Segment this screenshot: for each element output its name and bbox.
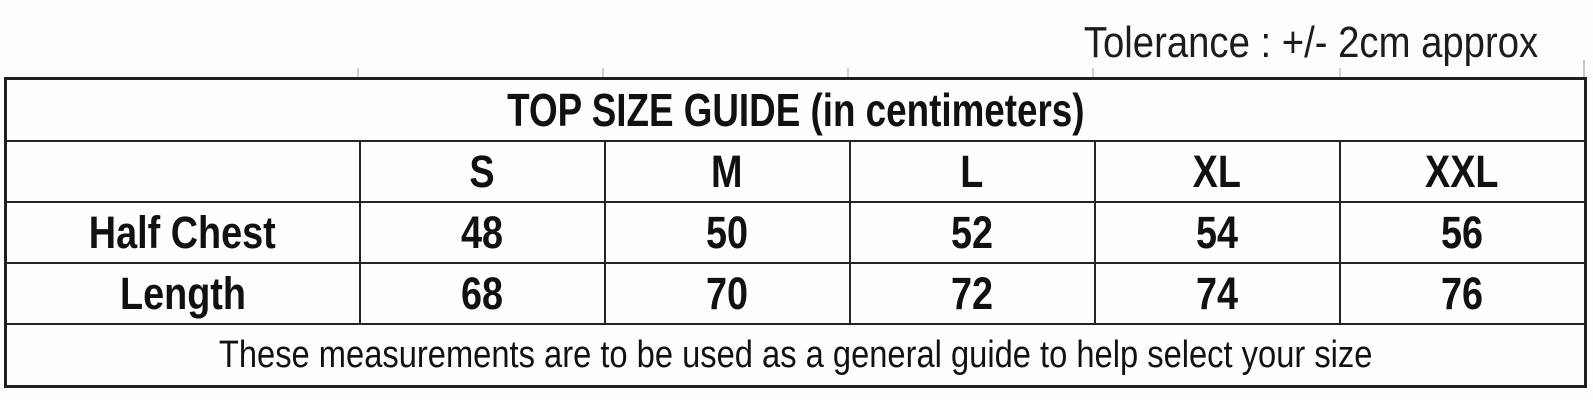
tolerance-note-text: Tolerance : +/- 2cm approx — [1083, 18, 1538, 67]
table-title-cell — [6, 79, 1586, 142]
row-label-text: Length — [119, 267, 246, 319]
length-s — [360, 263, 605, 324]
half-chest-xl — [1095, 202, 1340, 263]
table-title: TOP SIZE GUIDE (in centimeters) — [506, 84, 1085, 136]
table-row-length — [6, 263, 1586, 324]
cell-value: 56 — [1441, 206, 1484, 258]
cell-value: 72 — [950, 267, 994, 319]
col-header-s — [360, 141, 605, 202]
table-row-half-chest — [6, 202, 1586, 263]
col-header-l — [850, 141, 1095, 202]
cell-value: 52 — [950, 206, 994, 258]
row-label-half-chest — [6, 202, 360, 263]
length-m — [605, 263, 850, 324]
corner-cell — [6, 141, 360, 202]
col-header-xxl — [1340, 141, 1586, 202]
gridline-tick — [1583, 60, 1585, 77]
cell-value: 68 — [460, 267, 504, 319]
col-header-m-text: M — [711, 145, 743, 197]
gridline-tick — [1092, 68, 1094, 77]
row-label-length — [6, 263, 360, 324]
length-xxl — [1340, 263, 1586, 324]
col-header-l-text: L — [960, 145, 984, 197]
gridline-tick — [602, 68, 604, 77]
length-xl — [1095, 263, 1340, 324]
length-l — [850, 263, 1095, 324]
table-header-row — [6, 141, 1586, 202]
col-header-xl — [1095, 141, 1340, 202]
half-chest-xxl — [1340, 202, 1586, 263]
half-chest-s — [360, 202, 605, 263]
col-header-s-text: S — [469, 145, 495, 197]
tolerance-note — [1016, 18, 1538, 68]
table-footnote-row — [6, 324, 1586, 387]
size-guide-table — [4, 77, 1587, 388]
gridline-tick — [357, 68, 359, 77]
col-header-xxl-text: XXL — [1425, 145, 1500, 197]
half-chest-m — [605, 202, 850, 263]
cell-value: 74 — [1195, 267, 1239, 319]
gridline-tick — [1339, 68, 1341, 77]
half-chest-l — [850, 202, 1095, 263]
col-header-m — [605, 141, 850, 202]
cell-value: 50 — [705, 206, 749, 258]
cell-value: 48 — [460, 206, 504, 258]
cell-value: 70 — [705, 267, 749, 319]
col-header-xl-text: XL — [1192, 145, 1242, 197]
cell-value: 76 — [1441, 267, 1484, 319]
gridline-tick — [847, 68, 849, 77]
table-footnote-cell — [6, 324, 1586, 387]
table-title-row — [6, 79, 1586, 142]
row-label-text: Half Chest — [89, 206, 277, 258]
table-footnote: These measurements are to be used as a general guide to help select your size — [218, 333, 1373, 376]
cell-value: 54 — [1195, 206, 1239, 258]
